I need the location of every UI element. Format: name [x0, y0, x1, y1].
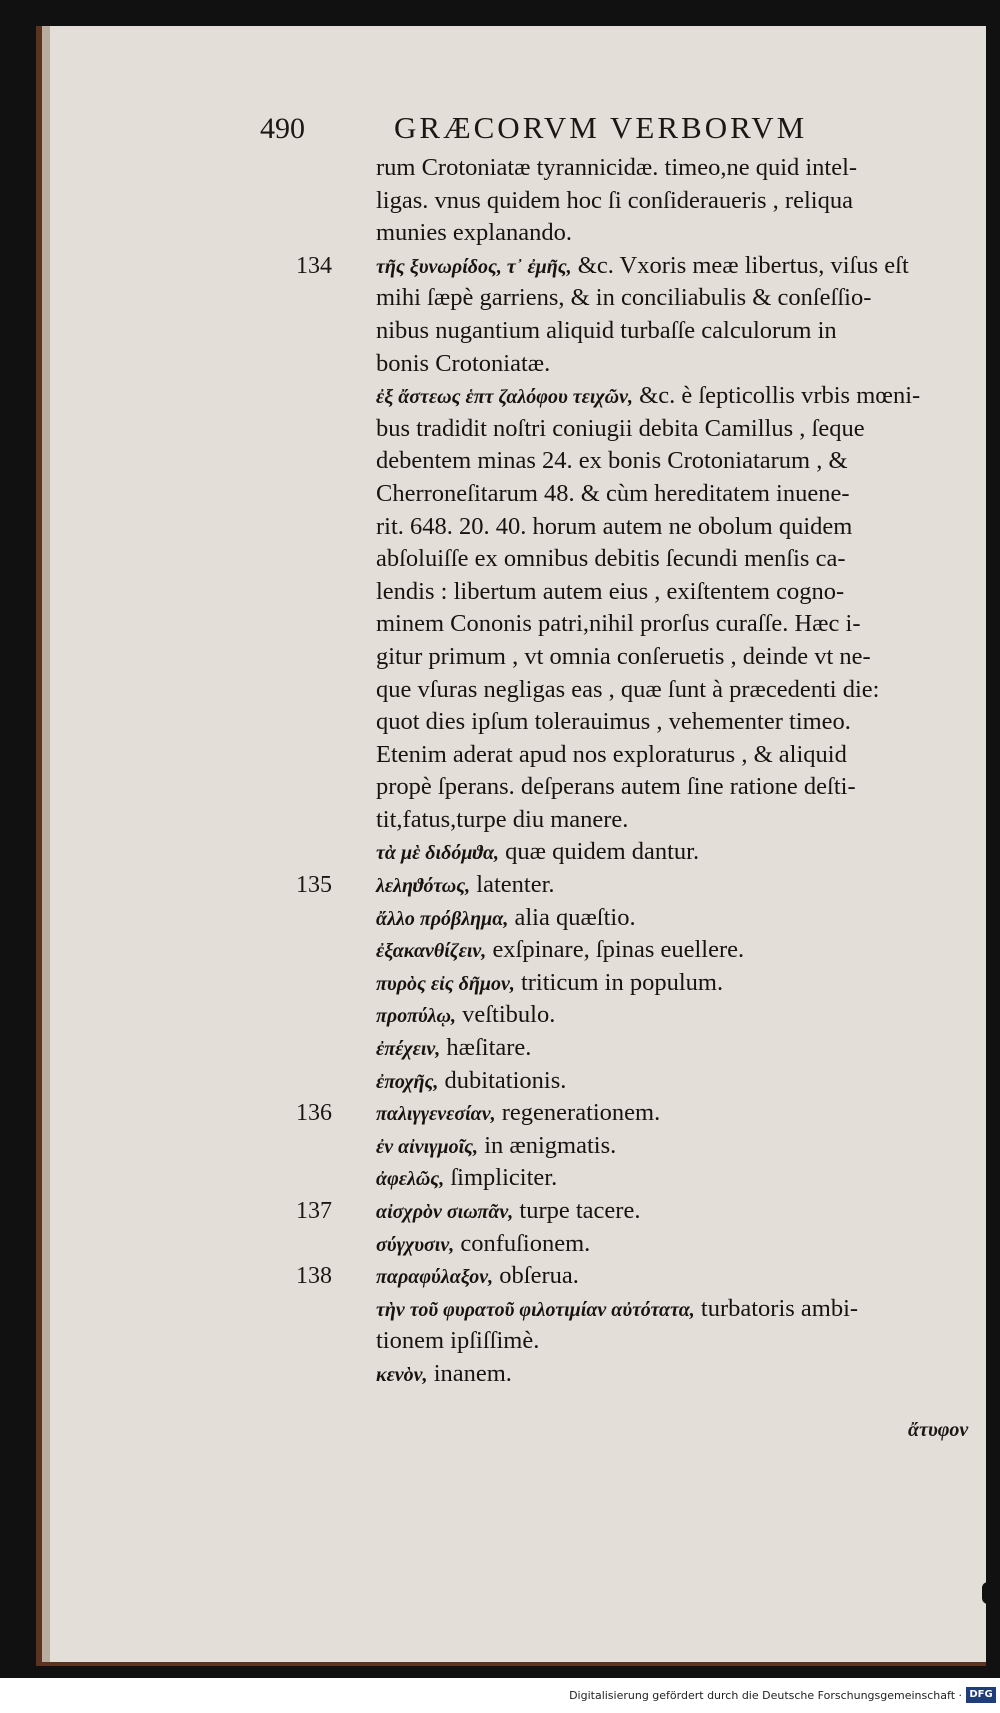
text-line	[226, 1228, 996, 1261]
latin-text: rum Crotoniatæ tyrannicidæ. timeo,ne quid intel-	[376, 154, 858, 181]
text-line	[226, 739, 996, 772]
text-line	[226, 967, 996, 1000]
text-line	[226, 413, 996, 446]
latin-text: quot dies ipſum tolerauimus , vehementer timeo.	[376, 708, 851, 736]
margin-number: 134	[296, 252, 332, 279]
latin-text: turbatoris ambi-	[700, 1294, 859, 1322]
margin-number: 138	[296, 1263, 332, 1290]
text-line	[226, 348, 996, 381]
margin-number: 137	[296, 1198, 332, 1224]
text-line	[226, 250, 996, 283]
latin-text: &c. è ſepticollis vrbis mœni-	[639, 382, 921, 410]
text-line	[226, 1032, 996, 1065]
page-edge-mark	[982, 1582, 994, 1604]
text-line	[226, 1097, 996, 1130]
latin-text: regenerationem.	[501, 1099, 661, 1127]
greek-lemma: τῆς ξυνωρίδος, τ᾿ ἐμῆς,	[376, 255, 572, 278]
text-line	[226, 771, 996, 804]
greek-lemma: ἐποχῆς,	[376, 1070, 439, 1093]
footer-credit: Digitalisierung gefördert durch die Deutsche Forschungsgemeinschaft ·	[569, 1689, 962, 1702]
latin-text: exſpinare, ſpinas euellere.	[492, 936, 745, 964]
text-line	[226, 869, 996, 902]
margin-number: 136	[296, 1100, 332, 1127]
latin-text: triticum in populum.	[520, 968, 724, 996]
latin-text: lendis : libertum autem eius , exiſtentem cogno-	[376, 577, 845, 605]
latin-text: rit. 648. 20. 40. horum autem ne obolum quidem	[376, 512, 853, 540]
text-line	[226, 1293, 996, 1326]
text-line	[226, 315, 996, 348]
greek-lemma: σύγχυσιν,	[376, 1233, 455, 1256]
text-line	[226, 185, 996, 218]
latin-text: ligas. vnus quidem hoc ſi conſideraueris , reliqua	[376, 186, 853, 214]
latin-text: debentem minas 24. ex bonis Crotoniatarum , &	[376, 447, 848, 475]
text-line	[226, 282, 996, 315]
latin-text: quæ quidem dantur.	[505, 838, 700, 866]
latin-text: hæſitare.	[446, 1034, 532, 1062]
latin-text: abſoluiſſe ex omnibus debitis ſecundi menſis ca-	[376, 545, 846, 573]
text-line	[226, 1065, 996, 1098]
running-title: GRÆCORVM VERBORVM	[394, 110, 808, 145]
latin-text: in ænigmatis.	[484, 1131, 617, 1159]
text-line	[226, 934, 996, 967]
latin-text: tionem ipſiſſimè.	[376, 1327, 540, 1355]
text-line	[226, 641, 996, 674]
latin-text: Etenim aderat apud nos exploraturus , & aliquid	[376, 740, 847, 768]
digitization-footer	[0, 1678, 1000, 1713]
greek-lemma: ἐπέχειν,	[376, 1038, 441, 1061]
greek-lemma: παραφύλαξον,	[376, 1266, 494, 1289]
greek-lemma: ἄλλο πρόβλημα,	[376, 907, 509, 930]
text-line	[226, 380, 996, 413]
greek-lemma: τὴν τοῦ φυρατοῦ φιλοτιμίαν αὐτότατα,	[376, 1298, 695, 1321]
latin-text: que vſuras negligas eas , quæ ſunt à præcedenti die:	[376, 675, 880, 703]
catchword: ἄτυφον	[908, 1419, 969, 1441]
text-line	[226, 576, 996, 609]
text-line	[226, 706, 996, 739]
latin-text: mihi ſæpè garriens, & in conciliabulis & conſeſſio-	[376, 284, 872, 312]
latin-text: &c. Vxoris meæ libertus, viſus eſt	[577, 251, 909, 279]
text-line	[226, 478, 996, 511]
latin-text: confuſionem.	[460, 1229, 591, 1257]
latin-text: tit,fatus,turpe diu manere.	[376, 805, 629, 833]
text-line	[226, 1195, 996, 1228]
dfg-logo: DFG	[966, 1687, 996, 1703]
latin-text: latenter.	[476, 871, 555, 899]
text-line	[226, 608, 996, 641]
latin-text: obſerua.	[499, 1262, 579, 1290]
latin-text: gitur primum , vt omnia conſeruetis , deinde vt ne-	[376, 642, 871, 670]
greek-lemma: παλιγγενεσίαν,	[376, 1103, 496, 1126]
greek-lemma: ἐξακανθίζειν,	[376, 940, 487, 963]
page-edge	[42, 26, 50, 1662]
greek-lemma: ἐν αἰνιγμοῖς,	[376, 1135, 479, 1158]
greek-lemma: κενὸν,	[376, 1363, 428, 1386]
latin-text: inanem.	[433, 1359, 512, 1387]
text-line	[226, 674, 996, 707]
latin-text: minem Cononis patri,nihil prorſus curaſſe. Hæc i-	[376, 610, 861, 638]
greek-lemma: αἰσχρὸν σιωπᾶν,	[376, 1201, 514, 1223]
latin-text: dubitationis.	[444, 1066, 567, 1094]
text-line	[226, 445, 996, 478]
latin-text: ſimpliciter.	[450, 1164, 558, 1192]
greek-lemma: προπύλῳ,	[376, 1005, 456, 1028]
latin-text: Cherroneſitarum 48. & cùm hereditatem inuene-	[376, 479, 850, 507]
latin-text: bus tradidit noſtri coniugii debita Camillus , ſeque	[376, 414, 865, 442]
text-line	[226, 804, 996, 837]
text-line	[226, 1358, 996, 1391]
text-line	[226, 836, 996, 869]
greek-lemma: τὰ μὲ διδόμϑα,	[376, 842, 500, 865]
text-line	[226, 543, 996, 576]
page-number: 490	[260, 112, 305, 145]
latin-text: alia quæſtio.	[514, 903, 636, 931]
greek-lemma: πυρὸς εἰς δῆμον,	[376, 972, 515, 995]
text-line	[226, 1260, 996, 1293]
page-header	[42, 88, 986, 145]
body-text	[226, 152, 996, 1391]
text-line	[226, 511, 996, 544]
greek-lemma: ἀφελῶς,	[376, 1168, 445, 1191]
text-line	[226, 1130, 996, 1163]
text-line	[226, 999, 996, 1032]
latin-text: nibus nugantium aliquid turbaſſe calculorum in	[376, 316, 837, 344]
latin-text: bonis Crotoniatæ.	[376, 349, 551, 377]
latin-text: turpe tacere.	[519, 1197, 641, 1224]
latin-text: munies explanando.	[376, 219, 572, 247]
margin-number: 135	[296, 872, 332, 899]
text-line	[226, 1162, 996, 1195]
text-line	[226, 1325, 996, 1358]
latin-text: veſtibulo.	[462, 1001, 556, 1029]
greek-lemma: ἐξ ἄστεως ἑπτ ζαλόφου τειχῶν,	[376, 386, 634, 409]
text-line	[226, 217, 996, 250]
book-page	[36, 26, 986, 1666]
text-line	[226, 152, 996, 185]
greek-lemma: λεληϑότως,	[376, 875, 471, 898]
latin-text: propè ſperans. deſperans autem ſine ratione deſti-	[376, 773, 856, 801]
text-line	[226, 902, 996, 935]
